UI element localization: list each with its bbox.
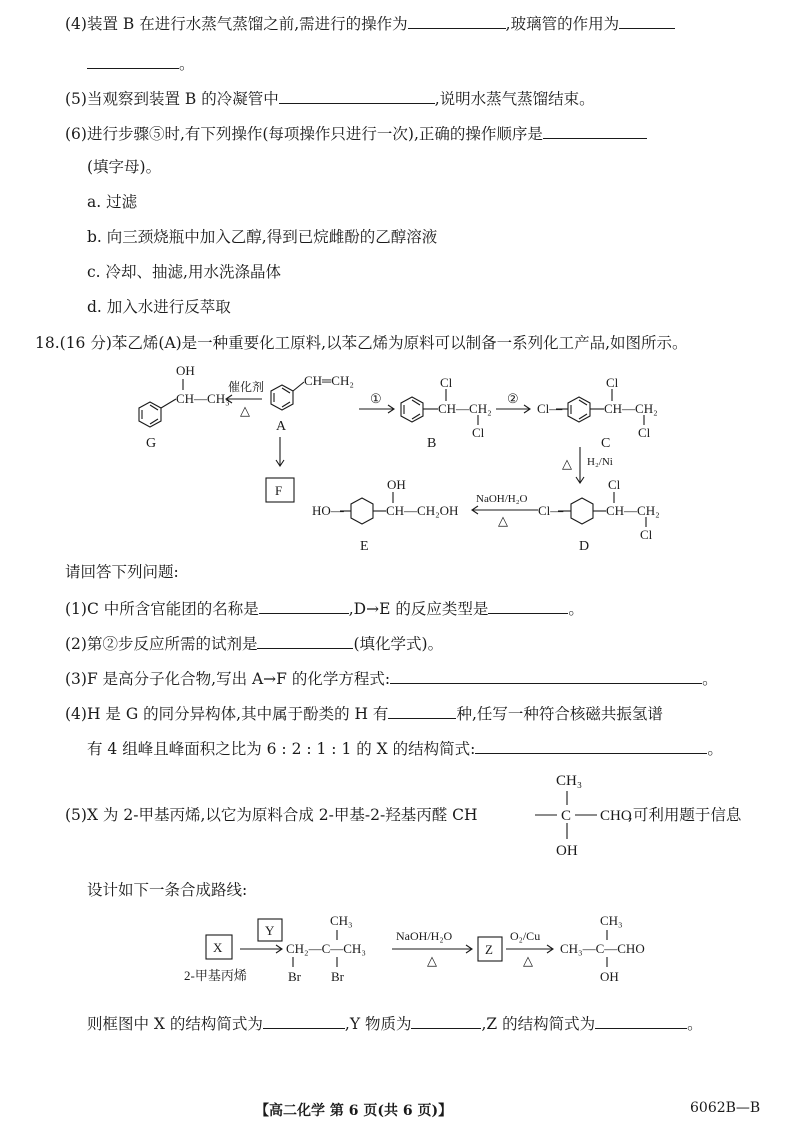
q4-text: (4)H 是 G 的同分异构体,其中属于酚类的 H 有 [65,705,389,723]
label-e: E [360,539,369,554]
br-2: Br [331,969,344,984]
answer-blank[interactable] [411,1012,481,1029]
x-label: X [213,940,223,955]
q17-5-line [65,87,595,109]
e-ho: HO— [312,503,344,518]
a-chain: CH═CH₂ [304,373,354,388]
inline-cho: CHO [600,808,632,824]
g-oh: OH [176,363,195,378]
q17-6-line2: (填字母)。 [87,158,162,176]
d-cl2: Cl [640,527,653,542]
step-1: ① [370,391,382,406]
step-2: ② [507,391,519,406]
q5-line2: 设计如下一条合成路线: [87,881,248,899]
cond-catalyst: 催化剂 [228,380,265,394]
q5-text4: ,Y 物质为 [344,1015,412,1033]
q1-line [65,597,584,619]
mid-ch3: CH₃ [330,913,353,928]
answer-blank[interactable] [543,122,647,139]
period: 。 [687,1015,703,1033]
q3-line [65,667,718,689]
d-cl: Cl— [538,503,564,518]
q17-5-text2: ,说明水蒸气蒸馏结束。 [434,90,595,108]
cond-heat-3: △ [498,513,508,528]
b-cl2: Cl [472,425,485,440]
e-chain: CH—CH₂OH [386,503,459,518]
label-c: C [601,436,611,451]
answer-blank[interactable] [279,87,435,104]
option-d: d. 加入水进行反萃取 [87,298,231,316]
period: 。 [179,55,195,73]
answer-blank[interactable] [257,632,353,649]
q17-4-line1 [65,12,675,34]
b-chain: CH—CH₂ [438,401,492,416]
footer-code: 6062B—B [690,1100,761,1116]
d-chain: CH—CH₂ [606,503,660,518]
answer-blank[interactable] [87,52,179,69]
q17-4-text2: ,玻璃管的作用为 [505,15,620,33]
cond-heat-2: △ [562,456,572,471]
cond-naoh: NaOH/H₂O [476,493,528,505]
answer-blank[interactable] [619,12,675,29]
q2-line [65,632,443,654]
option-c: c. 冷却、抽滤,用水洗涤晶体 [87,263,281,281]
synthesis-route [0,905,800,995]
label-a: A [276,419,287,434]
answer-blank[interactable] [475,737,707,754]
g-chain: CH—CH₃ [176,391,230,406]
ask-line: 请回答下列问题: [65,563,179,581]
inline-oh: OH [556,843,578,859]
e-oh: OH [387,477,406,492]
c-cl2: Cl [638,425,651,440]
q4-text2: 种,任写一种符合核磁共振氢谱 [456,705,663,723]
q3-text: (3)F 是高分子化合物,写出 A→F 的化学方程式: [65,670,391,688]
inline-ch3: CH₃ [556,773,583,789]
answer-blank[interactable] [263,1012,345,1029]
q17-5-text: (5)当观察到装置 B 的冷凝管中 [65,90,279,108]
q4-line1 [65,702,663,724]
period: 。 [707,740,723,758]
answer-blank[interactable] [408,12,506,29]
q5-text5: ,Z 的结构简式为 [481,1015,596,1033]
q18-title: 18.(16 分)苯乙烯(A)是一种重要化工原料,以苯乙烯为原料可以制备一系列化工产品,如图所示。 [35,334,688,352]
cyclohexane-e [351,498,373,524]
label-g: G [146,436,157,451]
br-1: Br [288,969,301,984]
q1-text: (1)C 中所含官能团的名称是 [65,600,259,618]
label-d: D [579,539,590,554]
label-b: B [427,436,437,451]
q17-6-text: (6)进行步骤⑤时,有下列操作(每项操作只进行一次),正确的操作顺序是 [65,125,543,143]
q2-text2: (填化学式)。 [353,635,444,653]
option-a: a. 过滤 [87,193,138,211]
cond-o2cu: O₂/Cu [510,929,541,943]
mid-main: CH₂—C—CH₃ [286,941,366,956]
cond-naoh-route: NaOH/H₂O [396,929,453,943]
x-name: 2-甲基丙烯 [184,968,247,983]
period: 。 [568,600,584,618]
answer-blank[interactable] [595,1012,687,1029]
answer-blank[interactable] [390,667,702,684]
q5-text3: 则框图中 X 的结构简式为 [87,1015,263,1033]
q4-line2 [87,737,723,759]
prod-main: CH₃—C—CHO [560,941,645,956]
cond-heat-route1: △ [427,953,437,968]
z-label: Z [485,942,493,957]
f-label: F [275,483,283,498]
cyclohexane-d [571,498,593,524]
q5-line3 [87,1012,703,1034]
c-cl1: Cl [606,375,619,390]
footer-page: 【高二化学 第 6 页(共 6 页)】 [255,1103,453,1119]
prod-oh: OH [600,969,619,984]
c-cl: Cl— [537,401,563,416]
option-b: b. 向三颈烧瓶中加入乙醇,得到已烷雌酚的乙醇溶液 [87,228,438,246]
cond-h2ni: H₂/Ni [587,456,613,468]
q5-text: (5)X 为 2-甲基丙烯,以它为原料合成 2-甲基-2-羟基丙醛 CH [65,806,478,824]
q5-line1-tail: ,可利用题于信息 [628,806,742,824]
q17-4-text: (4)装置 B 在进行水蒸气蒸馏之前,需进行的操作为 [65,15,408,33]
period: 。 [702,670,718,688]
prod-ch3: CH₃ [600,913,623,928]
cond-heat-1: △ [240,403,250,418]
inline-c: C [561,808,572,824]
cond-heat-route2: △ [523,953,533,968]
answer-blank[interactable] [488,597,568,614]
c-chain: CH—CH₂ [604,401,658,416]
answer-blank[interactable] [259,597,349,614]
q2-text: (2)第②步反应所需的试剂是 [65,635,258,653]
q17-4-line2 [87,52,195,74]
y-label: Y [265,923,275,938]
answer-blank[interactable] [388,702,456,719]
b-cl1: Cl [440,375,453,390]
q4-text3: 有 4 组峰且峰面积之比为 6 : 2 : 1 : 1 的 X 的结构简式: [87,740,476,758]
d-cl1: Cl [608,477,621,492]
reaction-scheme [0,355,800,555]
q1-text2: ,D→E 的反应类型是 [348,600,489,618]
q5-line1 [65,805,478,825]
q17-6-line1 [65,122,647,144]
